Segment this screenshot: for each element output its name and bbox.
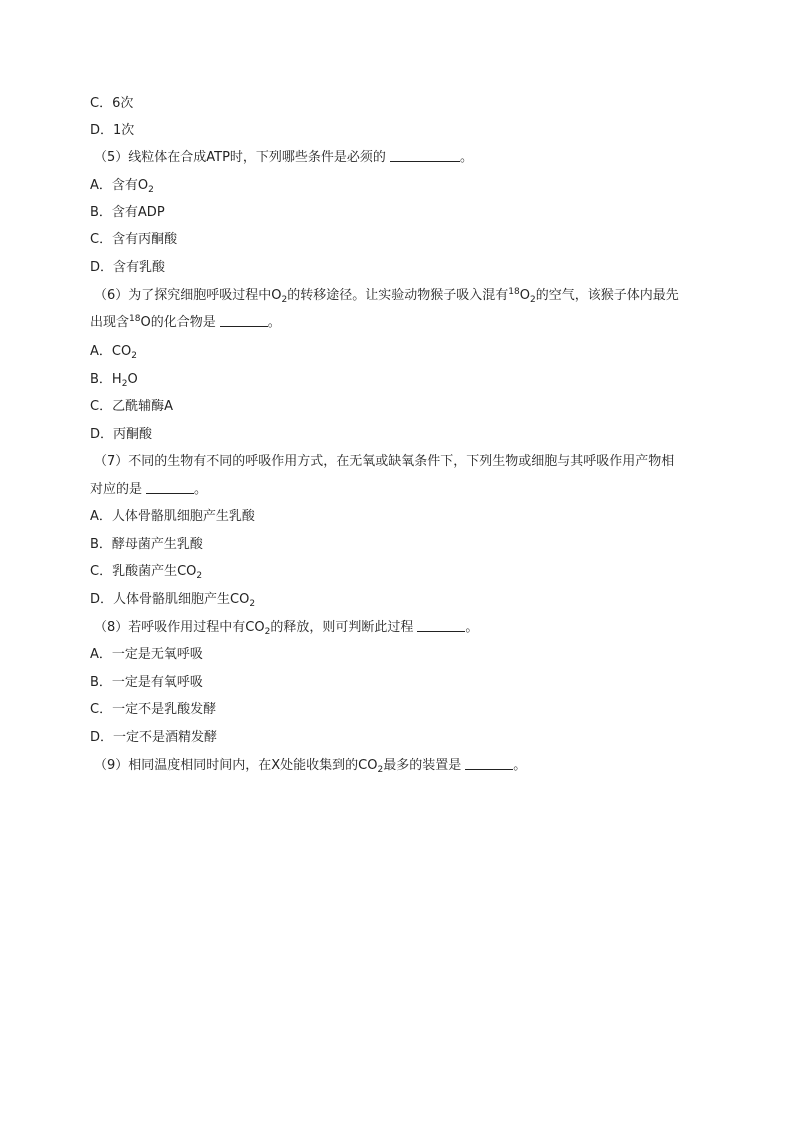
answer-blank[interactable] [465, 757, 513, 770]
q8-option-a [90, 646, 720, 664]
subscript: 2 [264, 627, 271, 637]
answer-blank[interactable] [220, 314, 268, 327]
answer-blank[interactable] [146, 481, 194, 494]
q8-option-b [90, 674, 720, 692]
option-text: A．CO [90, 344, 132, 359]
question-8-end: 。 [465, 620, 479, 635]
question-8 [94, 619, 724, 637]
option-text: A．含有O [90, 178, 149, 193]
question-9-end: 。 [513, 758, 527, 773]
answer-blank[interactable] [390, 149, 460, 162]
option-text: C．乳酸菌产生CO [90, 564, 197, 579]
question-8-text: 的释放，则可判断此过程 [270, 620, 414, 635]
subscript: 2 [249, 599, 256, 609]
option-text: D．1次 [90, 123, 135, 138]
question-6-text: 的空气，该猴子体内最先 [535, 288, 679, 303]
question-6-text: O的化合物是 [140, 315, 216, 330]
option-text: A．一定是无氧呼吸 [90, 647, 203, 662]
q7-option-b [90, 536, 720, 554]
question-6-line-1 [94, 287, 724, 305]
option-text: B．含有ADP [90, 205, 165, 220]
question-9 [94, 757, 724, 775]
q6-option-b [90, 371, 720, 389]
q6-option-c [90, 398, 720, 416]
q7-option-d [90, 591, 720, 609]
subscript: 2 [148, 185, 154, 195]
q5-option-c [90, 231, 720, 249]
question-5-text: （5）线粒体在合成ATP时，下列哪些条件是必须的 [94, 150, 386, 165]
q7-option-a [90, 508, 720, 526]
option-text: C．含有丙酮酸 [90, 232, 178, 247]
q5-option-a [90, 177, 720, 195]
option-text: A．人体骨骼肌细胞产生乳酸 [90, 509, 255, 524]
superscript: 18 [508, 287, 520, 297]
question-6-text: O [519, 288, 530, 303]
subscript: 2 [529, 295, 536, 305]
question-7-text: （7）不同的生物有不同的呼吸作用方式，在无氧或缺氧条件下，下列生物或细胞与其呼吸作用产物相 [94, 454, 675, 469]
question-6-text: 的转移途径。让实验动物猴子吸入混有 [287, 288, 509, 303]
q8-option-c [90, 701, 720, 719]
option-text: B．一定是有氧呼吸 [90, 675, 203, 690]
subscript: 2 [196, 571, 203, 581]
option-text: D．含有乳酸 [90, 260, 166, 275]
option-text: D．一定不是酒精发酵 [90, 730, 218, 745]
question-7-line-1 [94, 453, 724, 471]
answer-blank[interactable] [417, 619, 465, 632]
subscript: 2 [131, 351, 137, 361]
question-5 [94, 149, 724, 167]
question-6-text: （6）为了探究细胞呼吸过程中O [94, 288, 282, 303]
q5-option-b [90, 204, 720, 222]
question-6-end: 。 [267, 315, 281, 330]
question-6-line-2 [90, 314, 720, 332]
question-8-text: （8）若呼吸作用过程中有CO [94, 620, 265, 635]
option-d-1-time [90, 122, 720, 140]
question-7-text: 对应的是 [90, 482, 143, 497]
q5-option-d [90, 259, 720, 277]
option-text: B．H [90, 372, 122, 387]
q7-option-c [90, 563, 720, 581]
option-text: D．丙酮酸 [90, 427, 153, 442]
question-7-line-2 [90, 481, 720, 499]
q6-option-a [90, 343, 720, 361]
superscript: 18 [129, 314, 141, 324]
q6-option-d [90, 426, 720, 444]
subscript: 2 [281, 295, 288, 305]
question-7-end: 。 [194, 482, 208, 497]
question-6-text: 出现含 [90, 315, 130, 330]
option-c-6-times [90, 95, 720, 113]
option-text: C．乙酰辅酶A [90, 399, 173, 414]
question-9-text: 最多的装置是 [383, 758, 462, 773]
option-text: D．人体骨骼肌细胞产生CO [90, 592, 250, 607]
question-9-text: （9）相同温度相同时间内，在X处能收集到的CO [94, 758, 378, 773]
subscript: 2 [377, 765, 384, 775]
option-text: C．6次 [90, 96, 134, 111]
subscript: 2 [121, 379, 128, 389]
option-text: O [127, 372, 138, 387]
option-text: C．一定不是乳酸发酵 [90, 702, 217, 717]
option-text: B．酵母菌产生乳酸 [90, 537, 203, 552]
q8-option-d [90, 729, 720, 747]
question-5-end: 。 [459, 150, 473, 165]
